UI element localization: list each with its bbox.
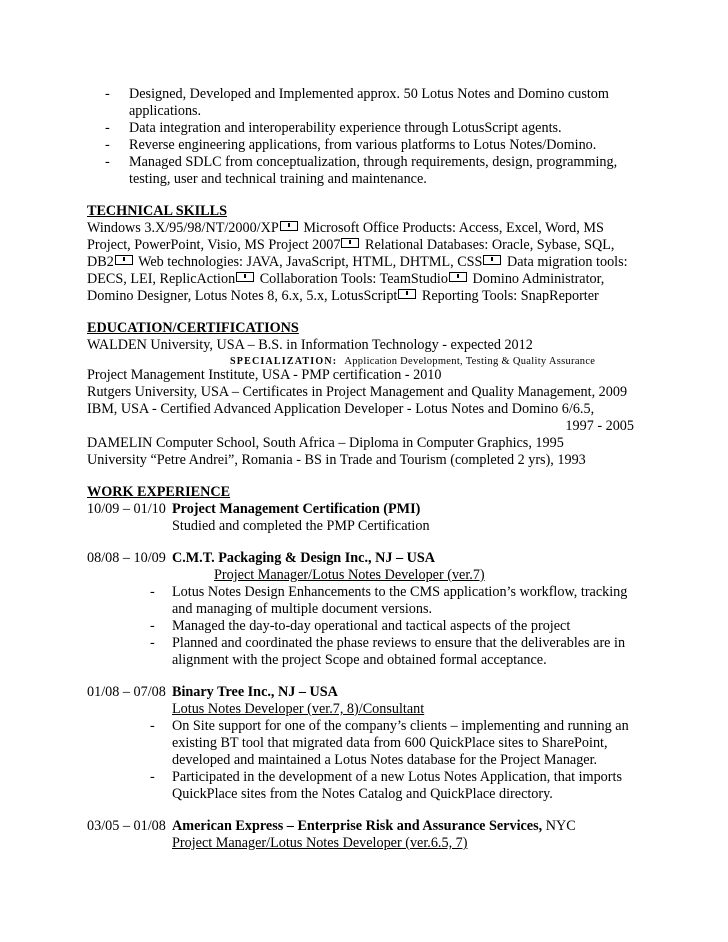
education-entry-years: 1997 - 2005	[565, 418, 634, 434]
list-item: Participated in the development of a new Lotus Notes Application, that imports	[172, 769, 622, 785]
job-company-line	[172, 818, 576, 835]
bullet-marker: -	[150, 718, 155, 734]
list-item: existing BT tool that migrated data from 600 QuickPlace sites to SharePoint,	[172, 735, 608, 751]
list-item: Planned and coordinated the phase reviews to ensure that the deliverables are in	[172, 635, 626, 651]
list-item: applications.	[129, 103, 202, 119]
job-company: American Express – Enterprise Risk and Assurance Services,	[172, 818, 543, 834]
list-item: Designed, Developed and Implemented approx. 50 Lotus Notes and Domino custom	[129, 86, 609, 102]
skills-line: DECS, LEI, ReplicAction Collaboration Tools: TeamStudio Domino Administrator,	[87, 271, 605, 287]
list-item: QuickPlace sites from the Notes Catalog and QuickPlace directory.	[172, 786, 553, 802]
separator-glyph-icon	[341, 238, 359, 248]
bullet-marker: -	[105, 137, 110, 153]
skills-line: Project, PowerPoint, Visio, MS Project 2007 Relational Databases: Oracle, Sybase, SQL,	[87, 237, 615, 253]
job-note: Studied and completed the PMP Certification	[172, 518, 430, 534]
separator-glyph-icon	[236, 272, 254, 282]
list-item: developed and maintained a Lotus Notes database for the Project Manager.	[172, 752, 598, 768]
separator-glyph-icon	[449, 272, 467, 282]
list-item: Reverse engineering applications, from various platforms to Lotus Notes/Domino.	[129, 137, 597, 153]
bullet-marker: -	[150, 769, 155, 785]
list-item: alignment with the project Scope and obtained formal acceptance.	[172, 652, 547, 668]
bullet-marker: -	[150, 618, 155, 634]
education-entry: WALDEN University, USA – B.S. in Information Technology - expected 2012	[87, 337, 533, 353]
education-entry: Project Management Institute, USA - PMP certification - 2010	[87, 367, 442, 383]
section-heading-technical-skills: TECHNICAL SKILLS	[87, 203, 227, 219]
list-item: Data integration and interoperability experience through LotusScript agents.	[129, 120, 562, 136]
job-company: Project Management Certification (PMI)	[172, 501, 421, 517]
job-dates: 10/09 – 01/10	[87, 501, 166, 517]
bullet-marker: -	[150, 584, 155, 600]
job-location: NYC	[542, 818, 576, 834]
specialization-line: SPECIALIZATION: Application Development, Testing & Quality Assurance	[230, 356, 596, 367]
job-dates: 01/08 – 07/08	[87, 684, 166, 700]
bullet-marker: -	[105, 86, 110, 102]
list-item: and managing of multiple document versions.	[172, 601, 433, 617]
list-item: testing, user and technical training and maintenance.	[129, 171, 427, 187]
separator-glyph-icon	[398, 289, 416, 299]
job-role: Project Manager/Lotus Notes Developer (ver.6.5, 7)	[172, 835, 468, 851]
section-heading-education: EDUCATION/CERTIFICATIONS	[87, 320, 299, 336]
bullet-marker: -	[105, 120, 110, 136]
job-role: Project Manager/Lotus Notes Developer (ver.7)	[214, 567, 485, 583]
skills-line: DB2 Web technologies: JAVA, JavaScript, HTML, DHTML, CSS Data migration tools:	[87, 254, 628, 270]
skills-line: Windows 3.X/95/98/NT/2000/XP Microsoft Office Products: Access, Excel, Word, MS	[87, 220, 604, 236]
list-item: Lotus Notes Design Enhancements to the CMS application’s workflow, tracking	[172, 584, 628, 600]
bullet-marker: -	[105, 154, 110, 170]
section-heading-work-experience: WORK EXPERIENCE	[87, 484, 231, 500]
list-item: Managed SDLC from conceptualization, through requirements, design, programming,	[129, 154, 618, 170]
job-dates: 03/05 – 01/08	[87, 818, 166, 834]
bullet-marker: -	[150, 635, 155, 651]
job-role: Lotus Notes Developer (ver.7, 8)/Consultant	[172, 701, 425, 717]
list-item: On Site support for one of the company’s clients – implementing and running an	[172, 718, 629, 734]
skills-line: Domino Designer, Lotus Notes 8, 6.x, 5.x, LotusScript Reporting Tools: SnapReporter	[87, 288, 599, 304]
job-company: Binary Tree Inc., NJ – USA	[172, 684, 338, 700]
job-company: C.M.T. Packaging & Design Inc., NJ – USA	[172, 550, 436, 566]
separator-glyph-icon	[115, 255, 133, 265]
education-entry: University “Petre Andrei”, Romania - BS in Trade and Tourism (completed 2 yrs), 1993	[87, 452, 586, 468]
education-entry: DAMELIN Computer School, South Africa – Diploma in Computer Graphics, 1995	[87, 435, 564, 451]
separator-glyph-icon	[280, 221, 298, 231]
education-entry: Rutgers University, USA – Certificates in Project Management and Quality Management, 2009	[87, 384, 628, 400]
separator-glyph-icon	[483, 255, 501, 265]
education-entry: IBM, USA - Certified Advanced Application Developer - Lotus Notes and Domino 6/6.5,	[87, 401, 595, 417]
job-dates: 08/08 – 10/09	[87, 550, 166, 566]
list-item: Managed the day-to-day operational and tactical aspects of the project	[172, 618, 571, 634]
